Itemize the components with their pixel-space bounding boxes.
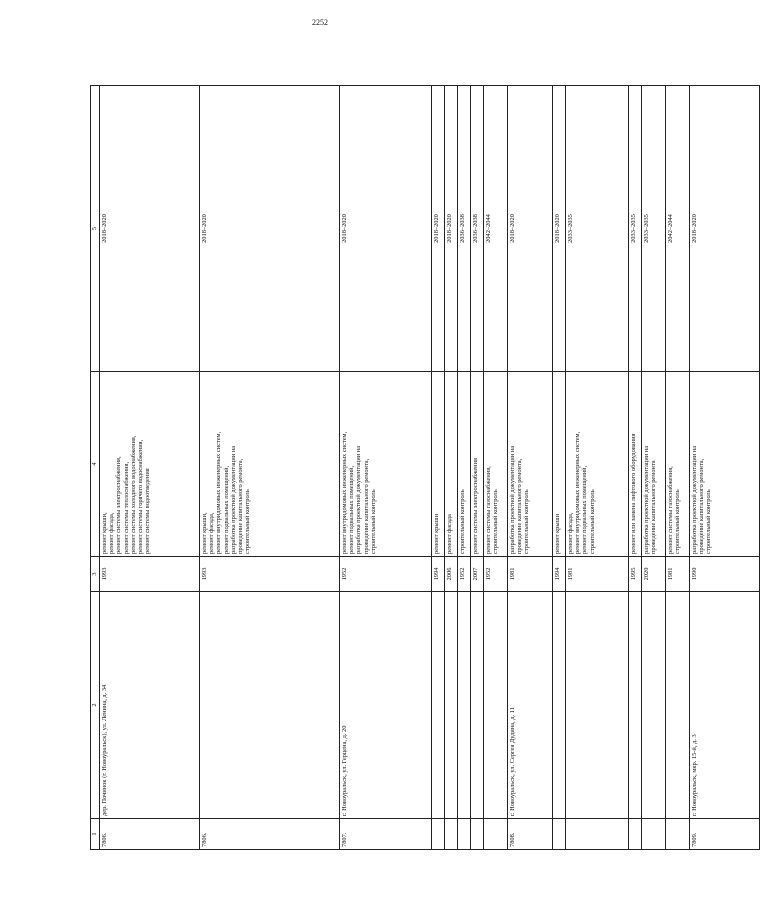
row-address: дер. Починок (г. Новоуральск), ул. Ленина, д. 34 xyxy=(100,592,200,819)
table-row xyxy=(100,86,200,850)
work-line: ремонт внутридомовых инженерных систем, xyxy=(341,431,348,554)
row-number xyxy=(432,819,445,850)
work-line: строительный контроль xyxy=(705,489,713,554)
row-period: 2033–2035 xyxy=(566,86,629,372)
row-year: 1981 xyxy=(508,557,553,592)
work-line: разработка проектной документации на xyxy=(509,445,516,554)
work-line: ремонт системы электроснабжения, xyxy=(115,456,123,554)
row-number xyxy=(445,819,458,850)
work-line: ремонт фасада, xyxy=(567,512,574,554)
row-period: 2018–2020 xyxy=(200,86,340,372)
row-period: 2018–2020 xyxy=(432,86,445,372)
row-year: 1993 xyxy=(200,557,340,592)
row-works xyxy=(690,372,760,557)
row-period: 2036–2038 xyxy=(471,86,484,372)
table-row xyxy=(553,86,566,850)
rotated-table-container xyxy=(90,85,713,850)
row-year: 1981 xyxy=(566,557,629,592)
work-line: ремонт подвальных помещений, xyxy=(581,465,589,554)
row-address xyxy=(471,592,484,819)
row-works xyxy=(100,372,200,557)
work-line: ремонт системы теплоснабжения, xyxy=(122,461,130,554)
header-row xyxy=(91,86,100,850)
header-col-1: 1 xyxy=(91,819,100,850)
work-line: разработка проектной документации на xyxy=(643,445,650,554)
row-address xyxy=(566,592,629,819)
work-line: проведение капитального ремонта, xyxy=(236,458,244,554)
table-row xyxy=(642,86,666,850)
table-body xyxy=(100,86,760,850)
row-year: 1952 xyxy=(458,557,471,592)
row-works xyxy=(629,372,642,557)
table-row xyxy=(445,86,458,850)
work-line: строительный контроль xyxy=(244,489,252,554)
work-line: строительный контроль xyxy=(674,489,682,554)
work-line: строительный контроль xyxy=(588,489,596,554)
row-period: 2018–2020 xyxy=(508,86,553,372)
work-line: ремонт фасада xyxy=(446,514,453,554)
work-line: строительный контроль xyxy=(369,489,377,554)
table-row xyxy=(200,86,340,850)
row-year: 1993 xyxy=(100,557,200,592)
row-address: г. Новоуральск, ул. Сергея Дудина, д. 11 xyxy=(508,592,553,819)
work-line: проведение капитального ремонта, xyxy=(698,458,706,554)
row-number: 7809. xyxy=(690,819,760,850)
work-line: ремонт подвальных помещений, xyxy=(348,465,356,554)
work-line: строительный контроль xyxy=(459,489,466,554)
row-period: 2036–2038 xyxy=(458,86,471,372)
row-number: 7806. xyxy=(200,819,340,850)
work-line: ремонт крыши xyxy=(433,513,440,554)
row-period: 2018–2020 xyxy=(100,86,200,372)
row-number: 7807. xyxy=(340,819,432,850)
table-row xyxy=(629,86,642,850)
work-line: ремонт фасада, xyxy=(108,512,116,554)
row-address xyxy=(484,592,508,819)
row-works xyxy=(666,372,690,557)
row-period: 2042–2044 xyxy=(484,86,508,372)
row-address xyxy=(458,592,471,819)
header-col-5: 5 xyxy=(91,86,100,372)
table-row xyxy=(690,86,760,850)
work-line: ремонт системы холодного водоснабжения, xyxy=(129,435,137,554)
work-line: проведение капитального ремонта, xyxy=(516,458,524,554)
row-year: 1952 xyxy=(484,557,508,592)
work-line: ремонт или замена лифтового оборудования xyxy=(630,433,637,554)
row-number xyxy=(471,819,484,850)
header-col-4: 4 xyxy=(91,372,100,557)
row-year: 1994 xyxy=(432,557,445,592)
row-address xyxy=(200,592,340,819)
row-works xyxy=(566,372,629,557)
work-line: разработка проектной документации на xyxy=(229,445,237,554)
row-year: 1981 xyxy=(666,557,690,592)
work-line: ремонт фасада, xyxy=(208,512,216,554)
table-row xyxy=(340,86,432,850)
row-address xyxy=(553,592,566,819)
work-line: ремонт системы горячего водоснабжения, xyxy=(136,439,144,554)
row-address xyxy=(629,592,642,819)
work-line: разработка проектной документации на xyxy=(691,445,698,554)
page-number: 2252 xyxy=(312,18,328,27)
row-works xyxy=(340,372,432,557)
row-year: 1990 xyxy=(690,557,760,592)
table-row xyxy=(484,86,508,850)
work-line: ремонт системы водоотведения xyxy=(144,468,152,554)
row-works xyxy=(200,372,340,557)
work-line: ремонт подвальных помещений, xyxy=(222,465,230,554)
row-address: г. Новоуральск, ул. Герцена, д. 20 xyxy=(340,592,432,819)
work-line: разработка проектной документации на xyxy=(355,445,363,554)
header-col-2: 2 xyxy=(91,592,100,819)
table-row xyxy=(458,86,471,850)
work-line: строительный контроль xyxy=(492,489,500,554)
work-line: ремонт крыши xyxy=(554,513,561,554)
row-number xyxy=(553,819,566,850)
table-row xyxy=(666,86,690,850)
repair-schedule-table xyxy=(90,85,760,850)
row-address xyxy=(445,592,458,819)
row-works xyxy=(642,372,666,557)
row-period: 2018–2020 xyxy=(690,86,760,372)
row-period: 2018–2020 xyxy=(340,86,432,372)
row-number xyxy=(642,819,666,850)
row-year: 1952 xyxy=(340,557,432,592)
row-works xyxy=(471,372,484,557)
row-works xyxy=(445,372,458,557)
row-period: 2042–2044 xyxy=(666,86,690,372)
row-year: 2006 xyxy=(445,557,458,592)
row-number: 7806. xyxy=(100,819,200,850)
row-address xyxy=(642,592,666,819)
row-number xyxy=(566,819,629,850)
row-number xyxy=(484,819,508,850)
work-line: проведение капитального ремонта xyxy=(650,460,658,554)
work-line: ремонт внутридомовых инженерных систем, xyxy=(215,431,223,554)
row-works xyxy=(458,372,471,557)
work-line: ремонт системы электроснабжения xyxy=(472,458,479,554)
row-number xyxy=(666,819,690,850)
table-row xyxy=(432,86,445,850)
work-line: строительный контроль xyxy=(523,489,531,554)
work-line: ремонт крыши, xyxy=(201,512,208,554)
row-year: 1995 xyxy=(629,557,642,592)
table-row xyxy=(566,86,629,850)
header-col-3: 3 xyxy=(91,557,100,592)
row-works xyxy=(508,372,553,557)
row-period: 2033–2035 xyxy=(642,86,666,372)
work-line: проведение капитального ремонта, xyxy=(362,458,370,554)
row-address xyxy=(432,592,445,819)
row-address xyxy=(666,592,690,819)
work-line: ремонт системы газоснабжения, xyxy=(667,466,674,554)
work-line: ремонт крыши, xyxy=(101,512,108,554)
row-year: 2007 xyxy=(471,557,484,592)
row-number xyxy=(629,819,642,850)
row-number: 7808. xyxy=(508,819,553,850)
row-works xyxy=(553,372,566,557)
row-works xyxy=(432,372,445,557)
work-line: ремонт внутридомовых инженерных систем, xyxy=(574,431,582,554)
row-period: 2018–2020 xyxy=(445,86,458,372)
row-period: 2033–2035 xyxy=(629,86,642,372)
row-year: 1994 xyxy=(553,557,566,592)
row-number xyxy=(458,819,471,850)
work-line: ремонт системы газоснабжения, xyxy=(485,466,492,554)
table-row xyxy=(471,86,484,850)
row-period: 2018–2020 xyxy=(553,86,566,372)
table-row xyxy=(508,86,553,850)
row-address: г. Новоуральск, мкр. 15-й, д. 3 xyxy=(690,592,760,819)
row-works xyxy=(484,372,508,557)
row-year: 2020 xyxy=(642,557,666,592)
